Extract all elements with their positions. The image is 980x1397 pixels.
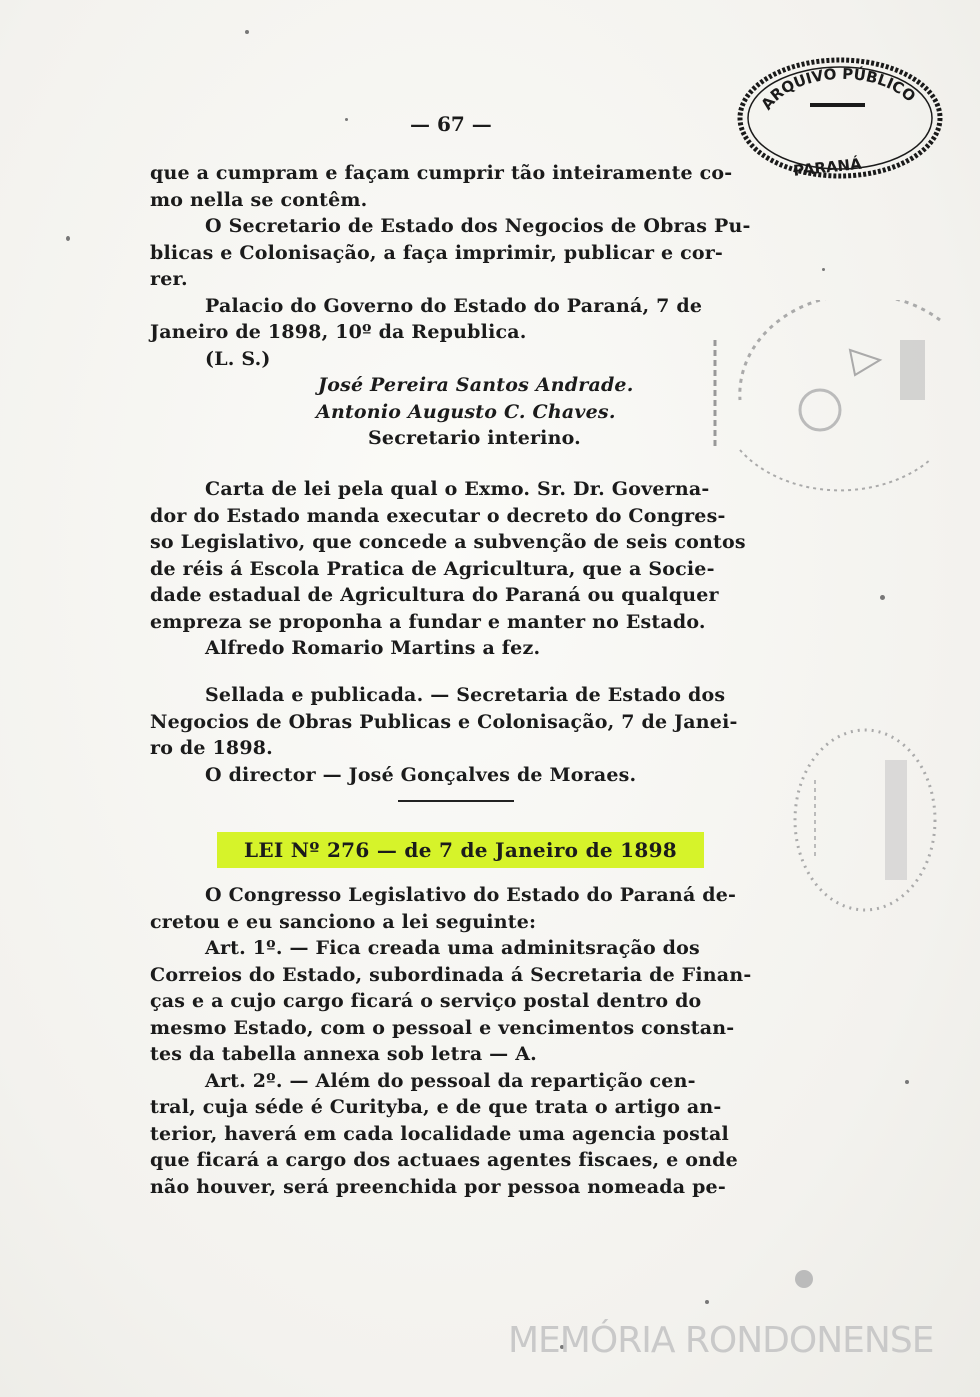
article-line: Art. 1º. — Fica creada uma adminitsração dos	[205, 937, 700, 959]
text-line: empreza se proponha a fundar e manter no Estado.	[150, 610, 706, 633]
seal-mark: (L. S.)	[205, 347, 271, 370]
text-line: que a cumpram e façam cumprir tão inteiramente co-	[150, 162, 733, 184]
speck	[345, 118, 348, 121]
text-line: Alfredo Romario Martins a fez.	[205, 637, 541, 659]
text-block-closing	[150, 160, 770, 452]
text-line: Negocios de Obras Publicas e Colonisação, 7 de Janei-	[150, 710, 738, 733]
text-line: blicas e Colonisação, a faça imprimir, publicar e cor-	[150, 241, 724, 264]
speck	[795, 1270, 813, 1288]
speck	[66, 236, 70, 241]
text-line: Sellada e publicada. — Secretaria de Estado dos	[205, 684, 726, 706]
text-line: cretou e eu sanciono a lei seguinte:	[150, 910, 537, 933]
text-line: Palacio do Governo do Estado do Paraná, 7 de	[205, 294, 703, 317]
text-line: terior, haverá em cada localidade uma agencia postal	[150, 1122, 729, 1145]
text-line: não houver, será preenchida por pessoa nomeada pe-	[150, 1175, 726, 1198]
stamp-top-text: ARQUIVO PÚBLICO	[757, 64, 919, 114]
text-line: dade estadual de Agricultura do Paraná ou qualquer	[150, 584, 719, 606]
faded-seal-icon	[785, 720, 945, 920]
text-line: ro de 1898.	[150, 737, 273, 759]
director-line: O director — José Gonçalves de Moraes.	[205, 763, 637, 786]
text-line: O Congresso Legislativo do Estado do Paraná de-	[205, 884, 737, 906]
text-line: de réis á Escola Pratica de Agricultura, que a Socie-	[150, 557, 715, 580]
speck	[705, 1300, 709, 1304]
speck	[822, 268, 825, 271]
signature-title: Secretario interino.	[368, 427, 581, 449]
text-line: rer.	[150, 268, 188, 290]
watermark: MEMÓRIA RONDONENSE	[508, 1320, 934, 1361]
text-line: ças e a cujo cargo ficará o serviço postal dentro do	[150, 990, 702, 1012]
speck	[245, 30, 249, 34]
stamp-bottom-text: PARANÁ	[792, 154, 863, 180]
text-line: que ficará a cargo dos actuaes agentes fiscaes, e onde	[150, 1149, 738, 1171]
text-line: mo nella se contêm.	[150, 188, 368, 211]
text-block-lei	[150, 882, 770, 1200]
signature-name: Antonio Augusto C. Chaves.	[316, 400, 616, 423]
speck	[880, 595, 885, 600]
text-block-carta	[150, 476, 770, 662]
law-title-highlight: LEI Nº 276 — de 7 de Janeiro de 1898	[217, 832, 704, 868]
text-line: O Secretario de Estado dos Negocios de Obras Pu-	[205, 215, 751, 237]
article-line: Art. 2º. — Além do pessoal da repartição cen-	[205, 1069, 696, 1092]
text-line: Carta de lei pela qual o Exmo. Sr. Dr. Governa-	[205, 478, 710, 500]
signature-name: José Pereira Santos Andrade.	[318, 374, 634, 396]
text-line: Correios do Estado, subordinada á Secretaria de Finan-	[150, 963, 752, 986]
speck	[905, 1080, 909, 1084]
text-line: so Legislativo, que concede a subvenção de seis contos	[150, 531, 746, 553]
text-block-publicada	[150, 682, 770, 788]
text-line: Janeiro de 1898, 10º da Republica.	[150, 321, 527, 343]
text-line: dor do Estado manda executar o decreto do Congres-	[150, 504, 726, 527]
text-line: tes da tabella annexa sob letra — A.	[150, 1043, 537, 1065]
section-divider	[398, 800, 514, 802]
text-line: mesmo Estado, com o pessoal e vencimentos constan-	[150, 1016, 735, 1039]
text-line: tral, cuja séde é Curityba, e de que trata o artigo an-	[150, 1096, 722, 1118]
page-number: — 67 —	[410, 112, 492, 136]
